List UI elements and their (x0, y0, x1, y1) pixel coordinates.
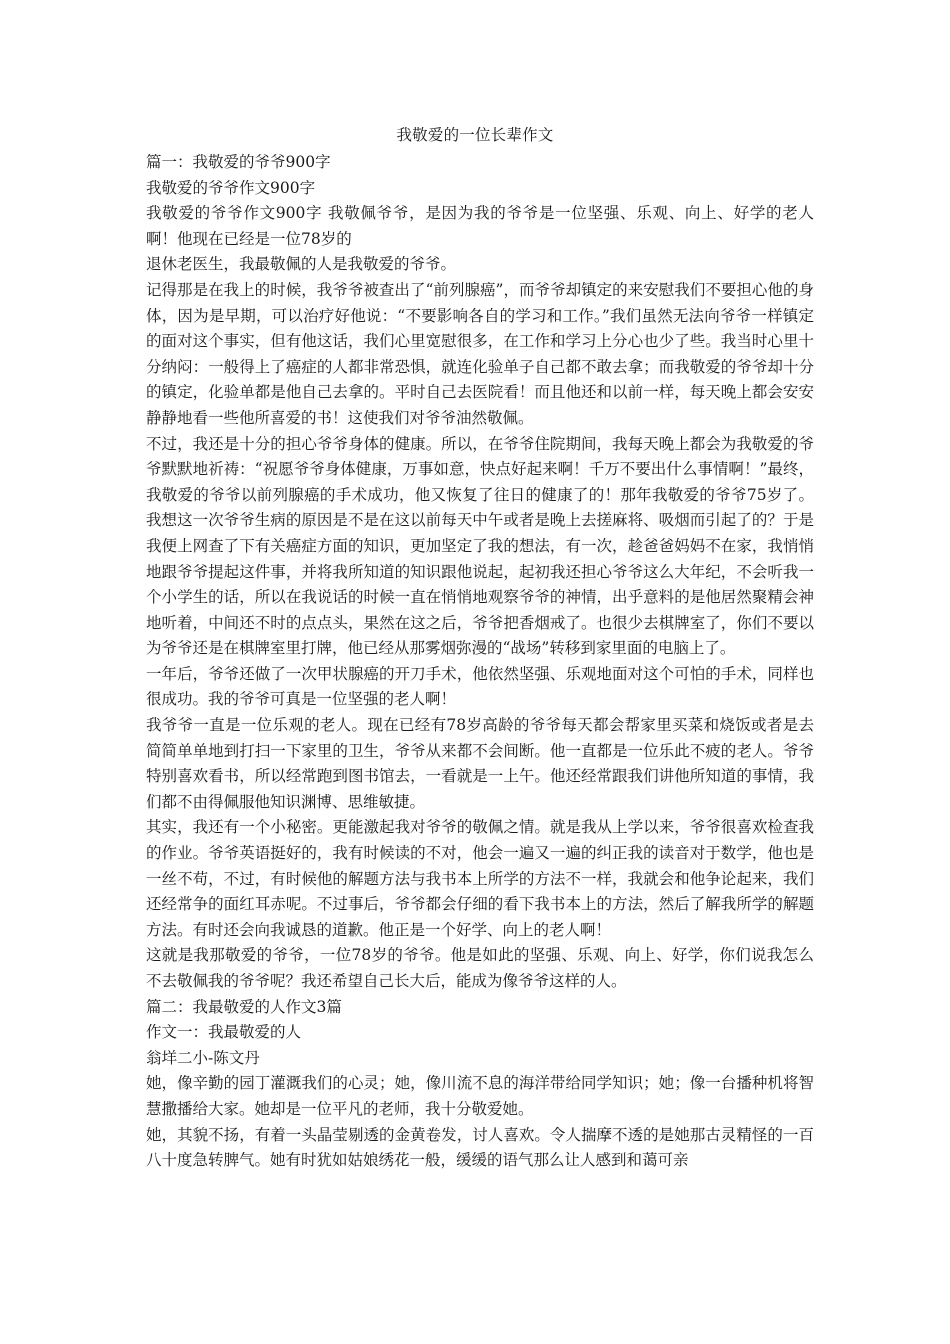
section-heading-2: 篇二：我最敬爱的人作文3篇 (146, 997, 342, 1016)
document-title: 我敬爱的一位长辈作文 (396, 126, 554, 144)
paragraph: 我敬爱的爷爷作文900字 我敬佩爷爷，是因为我的爷爷是一位坚强、乐观、向上、好学的老人啊！他现在已经是一位78岁的 (146, 204, 814, 248)
paragraph: 其实，我还有一个小秘密。更能激起我对爷爷的敬佩之情。就是我从上学以来，爷爷很喜欢检查我的作业。爷爷英语挺好的，我有时候读的不对，他会一遍又一遍的纠正我的读音对于数学，他也是一丝不苟，不过，有时候他的解题方法与我书本上所学的方法不一样，我就会和他争论起来，我们还经常争的面红耳赤呢。不过事后，爷爷都会仔细的看下我书本上的方法，然后了解我所学的解题方法。有时还会向我诚恳的道歉。他正是一个好学、向上的老人啊！ (146, 818, 814, 939)
paragraph: 她，像辛勤的园丁灌溉我们的心灵；她，像川流不息的海洋带给同学知识；她；像一台播种机将智慧撒播给大家。她却是一位平凡的老师，我十分敬爱她。 (146, 1074, 814, 1118)
paragraph: 她，其貌不扬，有着一头晶莹剔透的金黄卷发，讨人喜欢。令人揣摩不透的是她那古灵精怪的一百八十度急转脾气。她有时犹如姑娘绣花一般，缓缓的语气那么让人感到和蔼可亲 (146, 1125, 814, 1170)
section-heading-1: 篇一：我敬爱的爷爷900字 (146, 153, 331, 171)
essay-title: 作文一：我最敬爱的人 (146, 1023, 302, 1042)
paragraph: 一年后，爷爷还做了一次甲状腺癌的开刀手术，他依然坚强、乐观地面对这个可怕的手术，同样也很成功。我的爷爷可真是一位坚强的老人啊！ (146, 664, 814, 709)
subheading: 我敬爱的爷爷作文900字 (146, 178, 316, 197)
essay-author: 翁垟二小-陈文丹 (146, 1048, 260, 1067)
paragraph: 不过，我还是十分的担心爷爷身体的健康。所以，在爷爷住院期间，我每天晚上都会为我敬爱的爷爷默默地祈祷：“祝愿爷爷身体健康，万事如意，快点好起来啊！千万不要出什么事情啊！”最终，我敬爱的爷爷以前列腺癌的手术成功，他又恢复了往日的健康了的！那年我敬爱的爷爷75岁了。我想这一次爷爷生病的原因是不是在这以前每天中午或者是晚上去搓麻将、吸烟而引起了的？于是我便上网查了下有关癌症方面的知识，更加坚定了我的想法，有一次，趁爸爸妈妈不在家，我悄悄地跟爷爷提起这件事，并将我所知道的知识跟他说起，起初我还担心爷爷这么大年纪，不会听我一个小学生的话，所以在我说话的时候一直在悄悄地观察爷爷的神情，出乎意料的是他居然聚精会神地听着，中间还不时的点点头，果然在这之后，爷爷把香烟戒了。也很少去棋牌室了，你们不要以为爷爷还是在棋牌室里打牌，他已经从那雾烟弥漫的“战场”转移到家里面的电脑上了。 (146, 434, 814, 658)
document-body (146, 150, 814, 1174)
paragraph: 退休老医生，我最敬佩的人是我敬爱的爷爷。 (146, 255, 457, 274)
paragraph: 这就是我那敬爱的爷爷，一位78岁的爷爷。他是如此的坚强、乐观、向上、好学，你们说我怎么不去敬佩我的爷爷呢？我还希望自己长大后，能成为像爷爷这样的人。 (146, 946, 814, 990)
paragraph: 记得那是在我上的时候，我爷爷被查出了“前列腺癌”，而爷爷却镇定的来安慰我们不要担心他的身体，因为是早期，可以治疗好他说：“不要影响各自的学习和工作。”我们虽然无法向爷爷一样镇定的面对这个事实，但有他这话，我们心里宽慰很多，在工作和学习上分心也少了些。我当时心里十分纳闷：一般得上了癌症的人都非常恐惧，就连化验单子自己都不敢去拿；而我敬爱的爷爷却十分的镇定，化验单都是他自己去拿的。平时自己去医院看！而且他还和以前一样，每天晚上都会安安静静地看一些他所喜爱的书！这使我们对爷爷油然敬佩。 (146, 280, 814, 427)
paragraph: 我爷爷一直是一位乐观的老人。现在已经有78岁高龄的爷爷每天都会帮家里买菜和烧饭或者是去简简单单地到打扫一下家里的卫生，爷爷从来都不会间断。他一直都是一位乐此不疲的老人。爷爷特别喜欢看书，所以经常跑到图书馆去，一看就是一上午。他还经常跟我们讲他所知道的事情，我们都不由得佩服他知识渊博、思维敏捷。 (146, 716, 814, 811)
